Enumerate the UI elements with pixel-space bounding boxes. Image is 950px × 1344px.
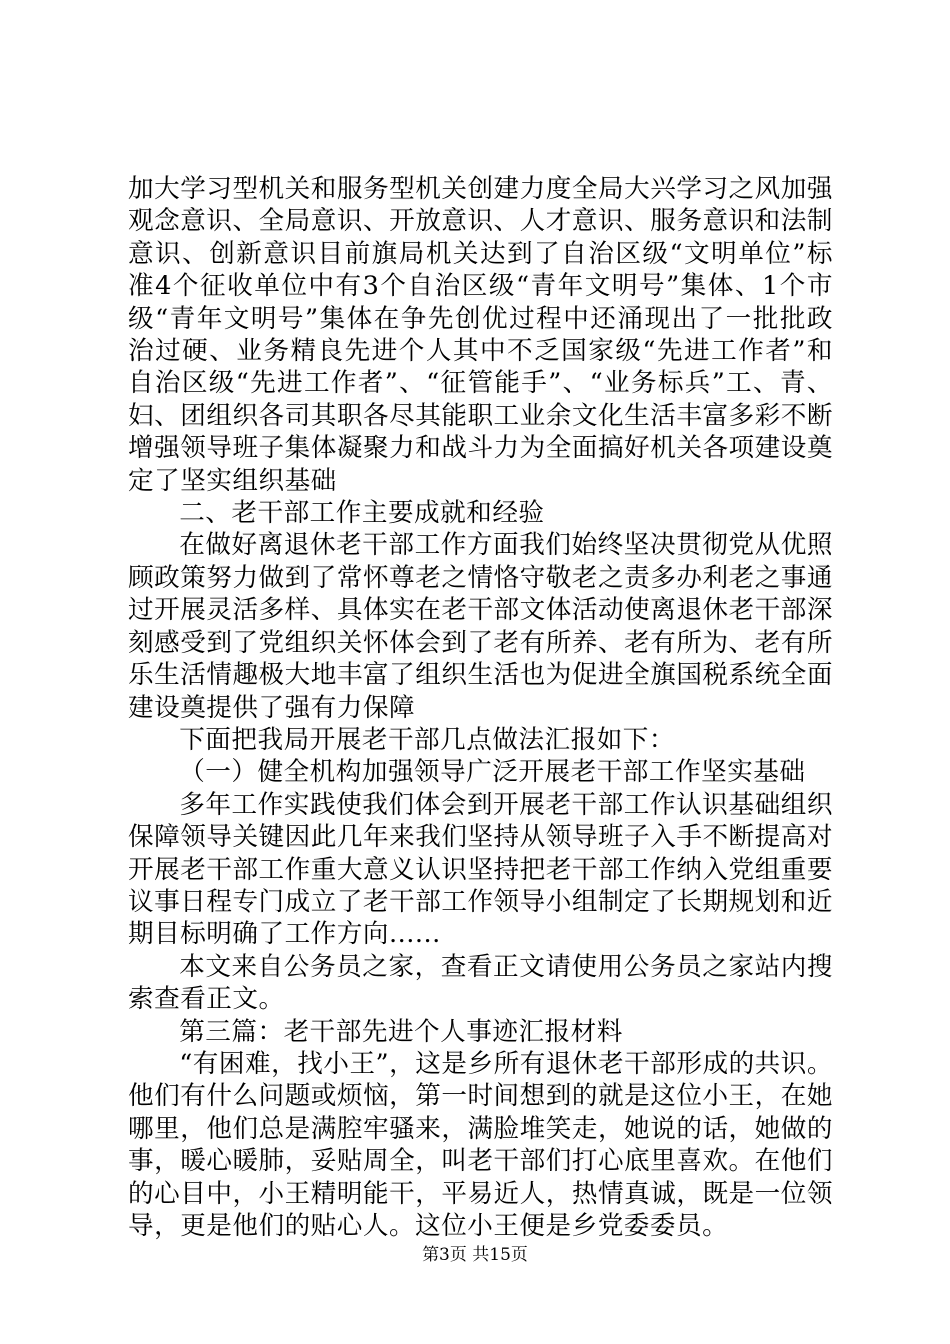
page-number-footer: 第3页 共15页 xyxy=(422,1245,528,1265)
paragraph-retiree-care: 在做好离退休老干部工作方面我们始终坚决贯彻党从优照顾政策努力做到了常怀尊老之情恪守敬老之责多办利老之事通过开展灵活多样、具体实在老干部文体活动使离退休老干部深刻感受到了党组织关怀体会到了老有所养、老有所为、老有所乐生活情趣极大地丰富了组织生活也为促进全旗国税系统全面建设奠提供了强有力保障 xyxy=(128,530,833,723)
paragraph-work-practice: 多年工作实践使我们体会到开展老干部工作认识基础组织保障领导关键因此几年来我们坚持从领导班子入手不断提高对开展老干部工作重大意义认识坚持把老干部工作纳入党组重要议事日程专门成立了老干部工作领导小组制定了长期规划和近期目标明确了工作方向...... xyxy=(128,789,833,950)
paragraph-source-note: 本文来自公务员之家，查看正文请使用公务员之家站内搜索查看正文。 xyxy=(128,951,833,1015)
document-body xyxy=(128,173,833,1242)
paragraph-organization-building: 加大学习型机关和服务型机关创建力度全局大兴学习之风加强观念意识、全局意识、开放意识、人才意识、服务意识和法制意识、创新意识目前旗局机关达到了自治区级“文明单位”标准4个征收单位中有3个自治区级“青年文明号”集体、1个市级“青年文明号”集体在争先创优过程中还涌现出了一批批政治过硬、业务精良先进个人其中不乏国家级“先进工作者”和自治区级“先进工作者”、“征管能手”、“业务标兵”工、青、妇、团组织各司其职各尽其能职工业余文化生活丰富多彩不断增强领导班子集体凝聚力和战斗力为全面搞好机关各项建设奠定了坚实组织基础 xyxy=(128,174,833,496)
paragraph-xiao-wang: “有困难，找小王”，这是乡所有退休老干部形成的共识。他们有什么问题或烦恼，第一时间想到的就是这位小王，在她哪里，他们总是满腔牢骚来，满脸堆笑走，她说的话，她做的事，暖心暖肺，妥贴周全，叫老干部们打心底里喜欢。在他们的心目中，小王精明能干，平易近人，热情真诚，既是一位领导，更是他们的贴心人。这位小王便是乡党委委员。 xyxy=(128,1048,833,1241)
subheading-organization-leadership: （一）健全机构加强领导广泛开展老干部工作坚实基础 xyxy=(179,757,806,788)
chapter-title-third: 第三篇：老干部先进个人事迹汇报材料 xyxy=(179,1016,623,1047)
paragraph-report-intro: 下面把我局开展老干部几点做法汇报如下： xyxy=(179,724,675,755)
section-heading-achievements: 二、老干部工作主要成就和经验 xyxy=(179,498,545,529)
